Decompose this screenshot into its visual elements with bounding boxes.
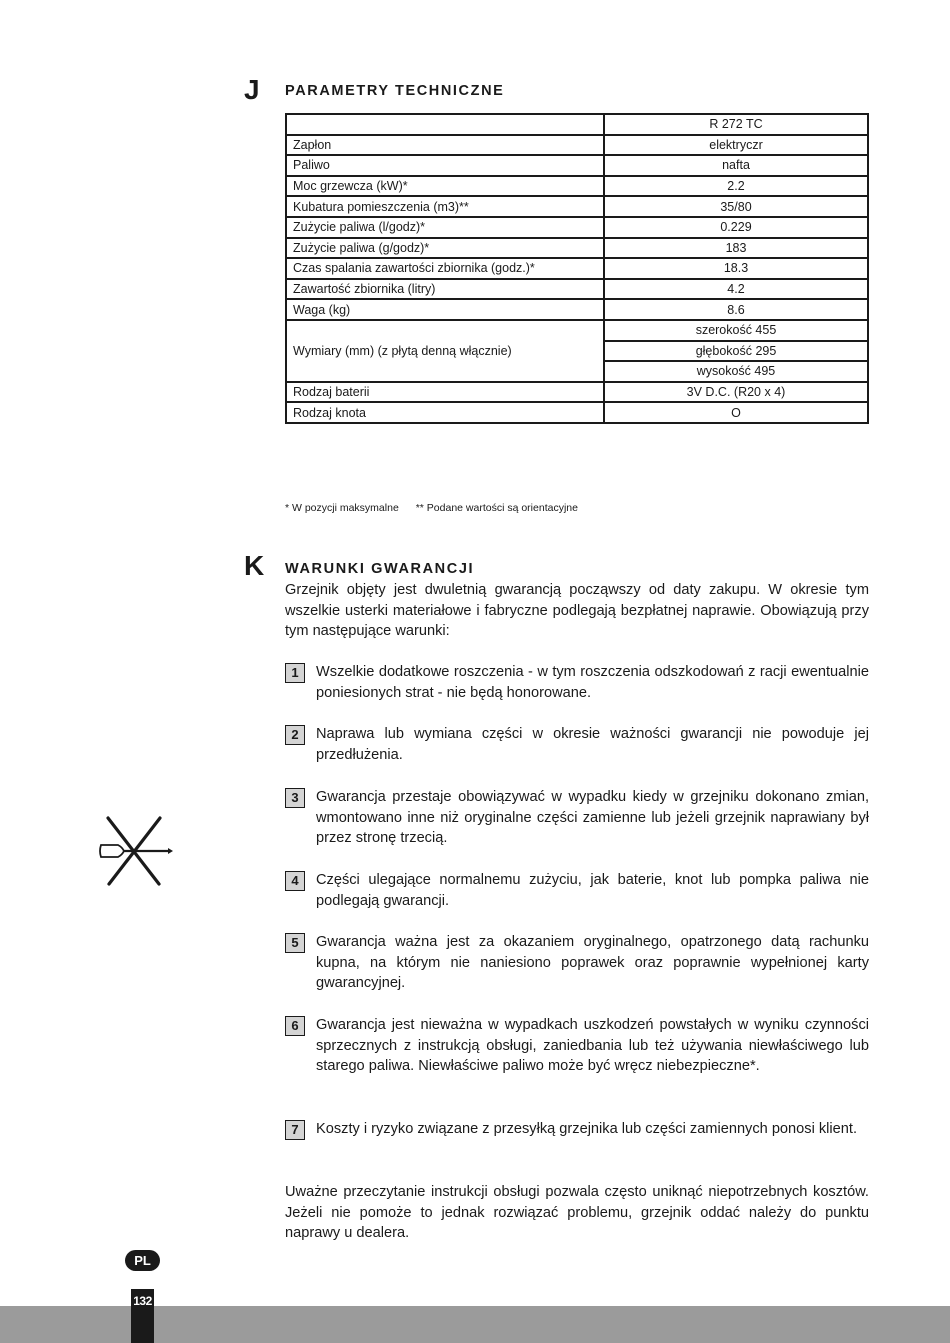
item-number-badge: 7 (285, 1120, 305, 1140)
table-header-row (286, 114, 868, 135)
item-number-badge: 5 (285, 933, 305, 953)
footnote-approximate-values: ** Podane wartości są orientacyjne (415, 502, 578, 514)
section-title-warranty: WARUNKI GWARANCJI (285, 561, 475, 577)
item-number-badge: 6 (285, 1016, 305, 1036)
item-text: Gwarancja przestaje obowiązywać w wypadku kiedy w grzejniku dokonano zmian, wmontowano inne niż oryginalne części zamienne lub jeżeli grzejnik naprawiany był przez stronę trzecią. (316, 789, 869, 847)
table-row: Paliwo nafta (286, 155, 868, 176)
page-number-tab (131, 1289, 154, 1343)
table-row-dimensions: Wymiary (mm) (z płytą denną włącznie) szerokość 455 (286, 320, 868, 341)
technical-parameters-table (285, 113, 869, 424)
table-row: Zapłon elektryczr (286, 135, 868, 156)
table-row: Rodzaj knota O (286, 402, 868, 423)
table-row: Moc grzewcza (kW)* 2.2 (286, 176, 868, 197)
section-title-technical-parameters: PARAMETRY TECHNICZNE (285, 83, 505, 99)
page-number: 132 (133, 1294, 152, 1308)
model-name: R 272 TC (604, 114, 868, 135)
table-row: Zużycie paliwa (g/godz)* 183 (286, 238, 868, 259)
table-row: Czas spalania zawartości zbiornika (godz.)* 18.3 (286, 258, 868, 279)
item-text: Gwarancja jest nieważna w wypadkach uszkodzeń powstałych w wyniku czynności sprzecznych z instrukcją obsługi, zaniedbania lub też używania niewłaściwego lub starego paliwa. Niewłaściwe paliwo może być wręcz niebezpieczne*. (316, 1017, 869, 1075)
item-text: Koszty i ryzyko związane z przesyłką grzejnika lub części zamiennych ponosi klient. (316, 1121, 858, 1137)
no-screwdriver-icon (98, 815, 174, 887)
footnote-max-position: * W pozycji maksymalne (285, 502, 399, 514)
table-row: Waga (kg) 8.6 (286, 299, 868, 320)
warranty-intro: Grzejnik objęty jest dwuletnią gwarancją począwszy od daty zakupu. W okresie tym wszelkie usterki materiałowe i fabryczne podlegają bezpłatnej naprawie. Obowiązują przy tym następujące warunki: (285, 582, 869, 640)
table-row-dimensions: głębokość 295 (286, 341, 868, 362)
item-number-badge: 1 (285, 663, 305, 683)
item-number-badge: 4 (285, 871, 305, 891)
item-text: Wszelkie dodatkowe roszczenia - w tym roszczenia odszkodowań z racji ewentualnie poniesionych strat - nie będą honorowane. (316, 664, 869, 701)
item-text: Gwarancja ważna jest za okazaniem oryginalnego, opatrzonego datą rachunku kupna, na którym nie naniesiono poprawek oraz poprawnie wypełnionej karty gwarancyjnej. (316, 934, 869, 992)
table-row: Zużycie paliwa (l/godz)* 0.229 (286, 217, 868, 238)
table-row: Kubatura pomieszczenia (m3)** 35/80 (286, 196, 868, 217)
item-number-badge: 3 (285, 788, 305, 808)
warranty-outro: Uważne przeczytanie instrukcji obsługi pozwala często uniknąć niepotrzebnych kosztów. Jeżeli nie pomoże to jednak rozwiązać problemu, grzejnik oddać należy do punktu naprawy u dealera. (285, 1184, 869, 1242)
table-row: Rodzaj baterii 3V D.C. (R20 x 4) (286, 382, 868, 403)
table-row-dimensions: wysokość 495 (286, 361, 868, 382)
section-letter-j: J (244, 74, 260, 105)
item-number-badge: 2 (285, 725, 305, 745)
item-text: Naprawa lub wymiana części w okresie ważności gwarancji nie powoduje jej przedłużenia. (316, 726, 869, 763)
table-footnotes (285, 502, 578, 514)
language-badge: PL (125, 1250, 160, 1271)
section-letter-k: K (244, 550, 265, 581)
item-text: Części ulegające normalnemu zużyciu, jak baterie, knot lub pompka paliwa nie podlegają gwarancji. (316, 872, 869, 909)
table-row: Zawartość zbiornika (litry) 4.2 (286, 279, 868, 300)
